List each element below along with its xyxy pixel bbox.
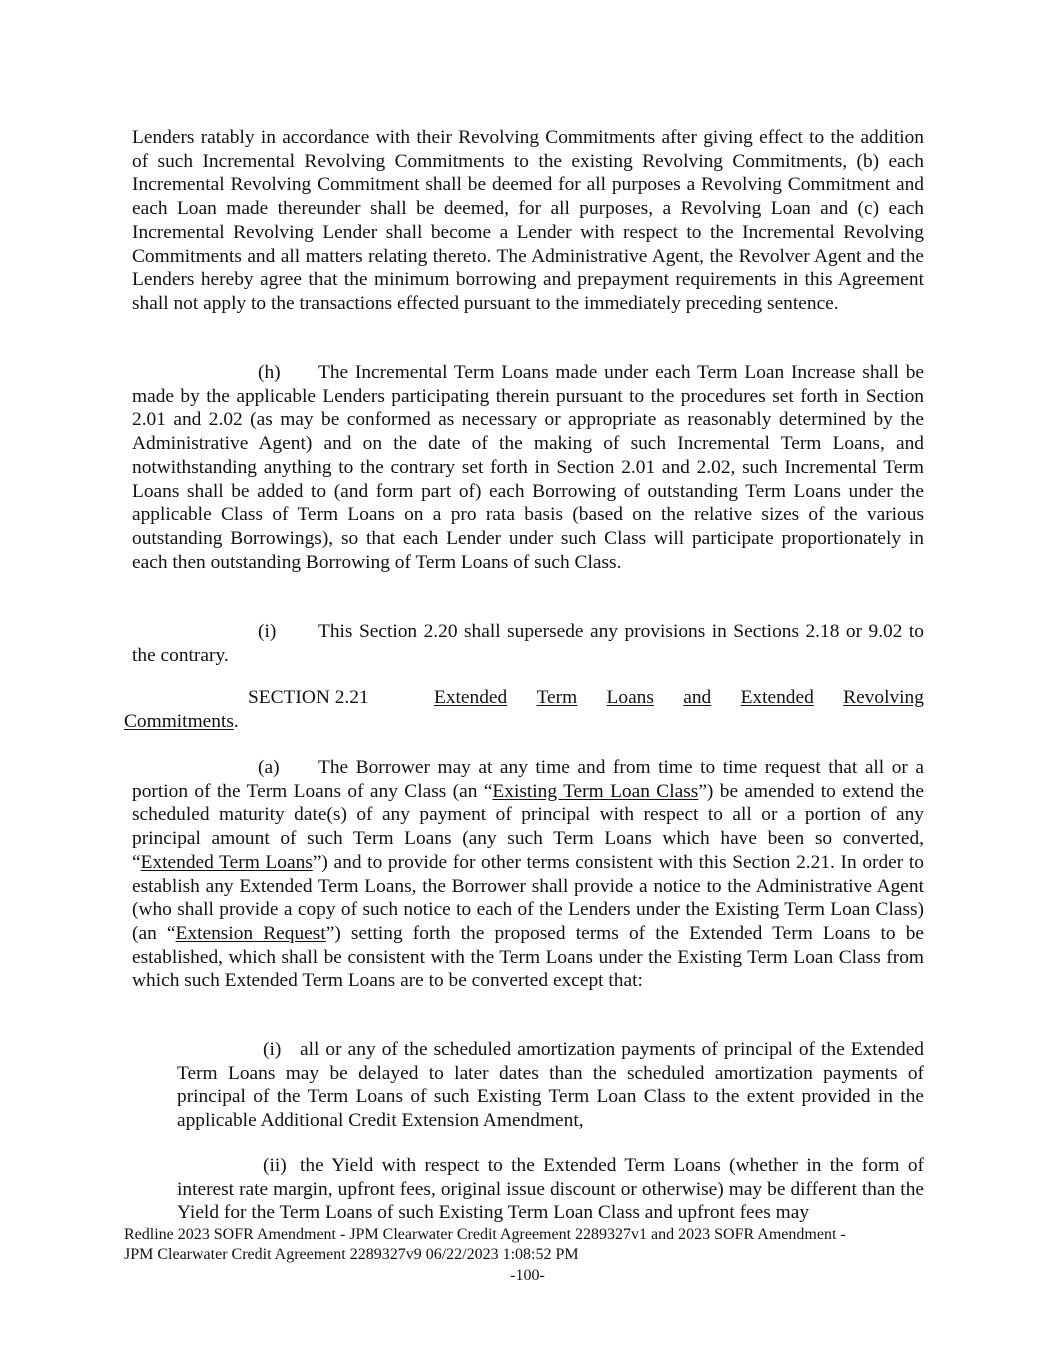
title-word: Extended <box>740 687 814 708</box>
clause-text-h: The Incremental Term Loans made under each Term Loan Increase shall be made by the applicable Lenders participating therein pursuant to the procedures set forth in Section 2.01 and 2.02 (as may be conformed as necessary or appropriate as reasonably determined by the Administrative Agent) and on the date of the making of such Incremental Term Loans, and notwithstanding anything to the contrary set forth in Section 2.01 and 2.02, such Incremental Term Loans shall be added to (and form part of) each Borrowing of outstanding Term Loans under the applicable Class of Term Loans on a pro rata basis (based on the relative sizes of the various outstanding Borrowings), so that each Lender under such Class will participate proportionately in each then outstanding Borrowing of Term Loans of such Class. <box>132 362 924 573</box>
section-number: SECTION 2.21 <box>248 687 369 708</box>
defined-term-extended-term-loans: Extended Term Loans <box>140 851 313 873</box>
sub-item-text-i: all or any of the scheduled amortization payments of principal of the Extended Term Loans may be delayed to later dates than the scheduled amortization payments of principal of the Term Loans of such Existing Term Loan Class to the extent provided in the applicable Additional Credit Extension Amendment, <box>177 1039 924 1132</box>
sub-item-label-i: (i) <box>263 1039 282 1060</box>
sub-item-text-ii: the Yield with respect to the Extended Term Loans (whether in the form of interest rate margin, upfront fees, original issue discount or otherwise) may be different than the Yield for the Term Loans of such Existing Term Loan Class and upfront fees may <box>177 1155 924 1224</box>
footer-line-1: Redline 2023 SOFR Amendment - JPM Clearwater Credit Agreement 2289327v1 and 2023 SOFR Amendment - <box>124 1226 846 1243</box>
defined-term-existing-term-loan-class: Existing Term Loan Class <box>492 780 699 802</box>
paragraph-text: Lenders ratably in accordance with their Revolving Commitments after giving effect to the addition of such Incremental Revolving Commitments to the existing Revolving Commitments, (b) each Incremental Revolving Commitment shall be deemed for all purposes a Revolving Commitment and each Loan made thereunder shall be deemed, for all purposes, a Revolving Loan and (c) each Incremental Revolving Lender shall become a Lender with respect to the Incremental Revolving Commitments and all matters relating thereto. The Administrative Agent, the Revolver Agent and the Lenders hereby agree that the minimum borrowing and prepayment requirements in this Agreement shall not apply to the transactions effected pursuant to the immediately preceding sentence. <box>132 127 924 314</box>
title-word: Revolving <box>843 687 924 708</box>
clause-text-i: This Section 2.20 shall supersede any provisions in Sections 2.18 or 9.02 to the contrary. <box>132 621 924 666</box>
sub-item-label-ii: (ii) <box>263 1155 287 1176</box>
defined-term-extension-request: Extension Request <box>175 922 326 944</box>
clause-label-a: (a) <box>258 757 280 778</box>
paragraph-a: (a) The Borrower may at any time and from time to time request that all or a portion of the Term Loans of any Class (an “Existing Term Loan Class”) be amended to extend the scheduled maturity date(s) of any payment of principal with respect to all or a portion of any principal amount of such Term Loans (any such Term Loans which have been so converted, “Extended Term Loans”) and to provide for other terms consistent with this Section 2.21. In order to establish any Extended Term Loans, the Borrower shall provide a notice to the Administrative Agent (who shall provide a copy of such notice to each of the Lenders under the Existing Term Loan Class) (an “Extension Request”) setting forth the proposed terms of the Extended Term Loans to be established, which shall be consistent with the Term Loans under the Existing Term Loan Class from which such Extended Term Loans are to be converted except that: <box>132 757 925 992</box>
title-word: Loans <box>606 687 654 708</box>
page-number: -100- <box>510 1267 545 1284</box>
section-title-period: . <box>233 710 239 732</box>
title-word: and <box>683 687 712 708</box>
title-word: Term <box>536 687 578 708</box>
sub-item-ii <box>177 1154 924 1225</box>
section-heading <box>124 686 924 733</box>
document-footer <box>124 1225 924 1264</box>
sub-item-i <box>177 1038 924 1133</box>
section-title <box>434 686 924 710</box>
clause-label-h: (h) <box>258 362 281 383</box>
section-title-end: Commitments <box>124 710 234 732</box>
footer-line-2: JPM Clearwater Credit Agreement 2289327v9 06/22/2023 1:08:52 PM <box>124 1245 579 1263</box>
paragraph-i <box>132 620 924 667</box>
paragraph-h <box>132 361 924 574</box>
title-word: Extended <box>434 687 508 708</box>
clause-label-i: (i) <box>258 621 277 642</box>
paragraph-revolving-commitments <box>132 126 924 316</box>
